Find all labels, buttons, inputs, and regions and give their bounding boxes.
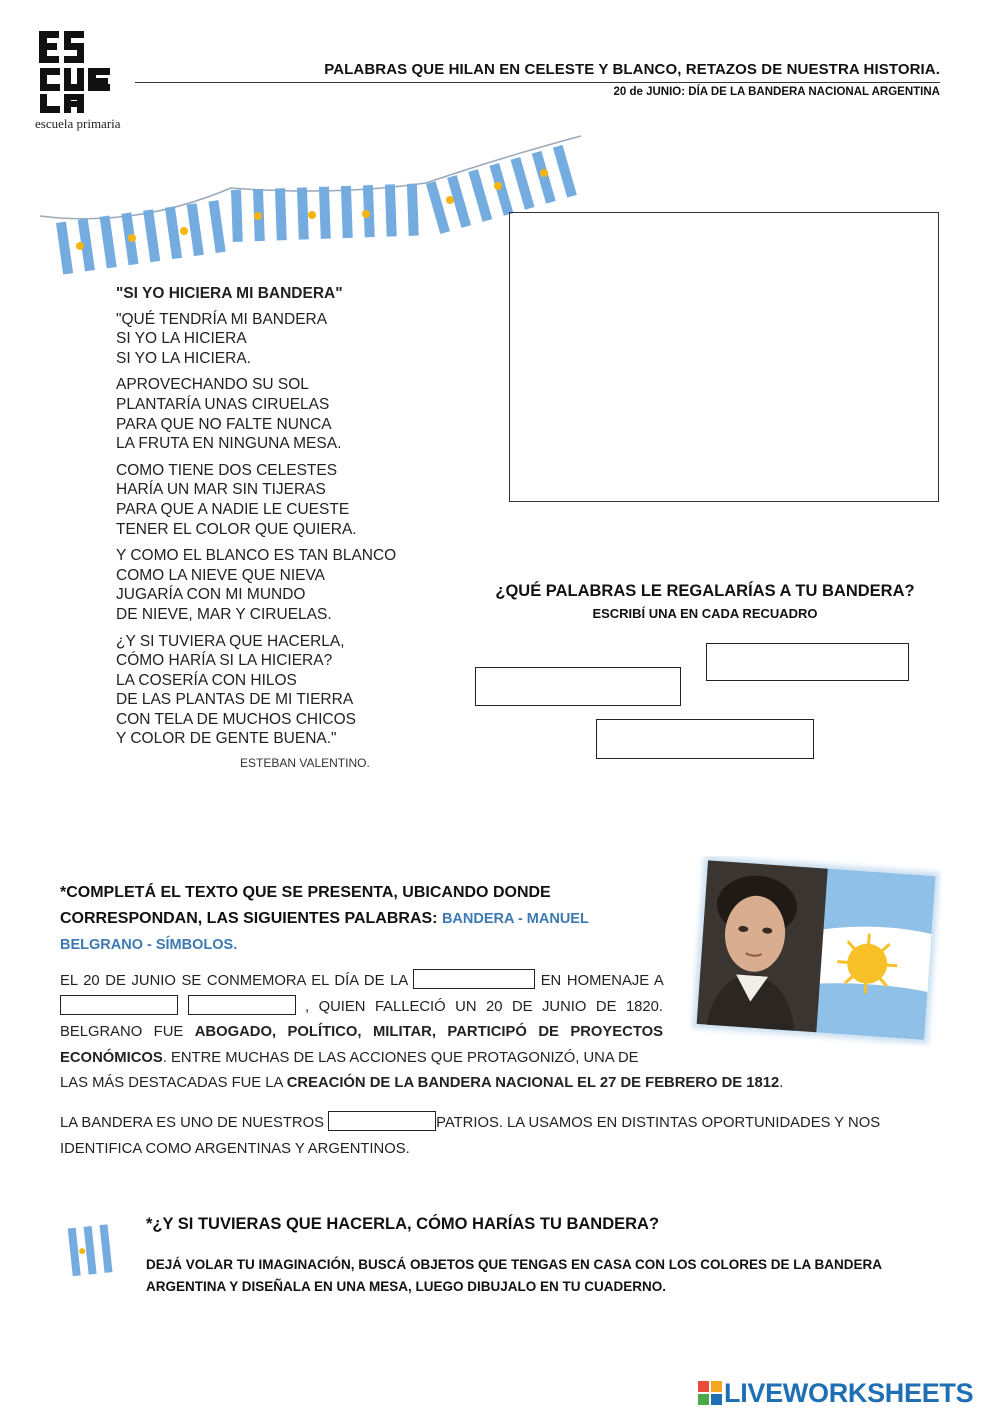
word-answer-box-3[interactable] (596, 719, 814, 759)
final-section-body: DEJÁ VOLAR TU IMAGINACIÓN, BUSCÁ OBJETOS QUE TENGAS EN CASA CON LOS COLORES DE LA BANDERA ARGENTINA Y DISEÑALA EN UNA MESA, LUEGO DIBUJALO EN TU CUADERNO. (146, 1257, 882, 1294)
poem-stanza: "QUÉ TENDRÍA MI BANDERA SI YO LA HICIERA SI YO LA HICIERA. (116, 310, 328, 367)
liveworksheets-brand[interactable] (698, 1377, 973, 1409)
brand-name: LIVEWORKSHEETS (724, 1377, 974, 1408)
text-fragment: EN HOMENAJE A (540, 973, 663, 989)
word-answer-box-2[interactable] (475, 667, 681, 706)
text-fragment: LA BANDERA ES UNO DE NUESTROS (60, 1115, 324, 1131)
text-fragment: . (779, 1075, 784, 1091)
word-bank: BANDERA - MANUEL BELGRANO - SÍMBOLOS. (60, 911, 589, 953)
poem-stanza: ¿Y SI TUVIERA QUE HACERLA, CÓMO HARÍA SI LA HICIERA? LA COSERÍA CON HILOS DE LAS PLANTAS DE MI TIERRA CON TELA DE MUCHOS CHICOS Y COLOR DE GENTE BUENA." (116, 632, 357, 748)
completion-paragraph-1 (60, 969, 663, 1072)
text-fragment: . ENTRE MUCHAS DE LAS ACCIONES QUE PROTAGONIZÓ, UNA DE (162, 1050, 639, 1067)
poem-title: "SI YO HICIERA MI BANDERA" (116, 285, 343, 302)
poem-stanza: COMO TIENE DOS CELESTES HARÍA UN MAR SIN TIJERAS PARA QUE A NADIE LE CUESTE TENER EL COLOR QUE QUIERA. (116, 461, 357, 538)
final-section-title: *¿Y SI TUVIERAS QUE HACERLA, CÓMO HARÍAS TU BANDERA? (146, 1215, 660, 1233)
completion-paragraph-1-end (60, 1071, 910, 1097)
escuela-logo (36, 28, 116, 114)
text-fragment: PATRIOS. LA USAMOS EN DISTINTAS OPORTUNIDADES Y NOS IDENTIFICA COMO ARGENTINAS Y ARGENTINOS. (60, 1115, 881, 1157)
page-title: PALABRAS QUE HILAN EN CELESTE Y BLANCO, RETAZOS DE NUESTRA HISTORIA. (324, 61, 940, 78)
bold-fragment: ABOGADO, POLÍTICO, MILITAR, PARTICIPÓ DE PROYECTOS ECONÓMICOS (60, 1024, 663, 1067)
argentina-flag-icon (62, 1220, 124, 1278)
poem-author: ESTEBAN VALENTINO. (240, 756, 370, 770)
text-fragment: EL 20 DE JUNIO SE CONMEMORA EL DÍA DE LA (60, 973, 408, 989)
word-answer-box-1[interactable] (706, 643, 909, 681)
page-subtitle: 20 de JUNIO: DÍA DE LA BANDERA NACIONAL ARGENTINA (613, 86, 940, 98)
text-fragment: LAS MÁS DESTACADAS FUE LA (60, 1075, 283, 1091)
blank-manuel[interactable] (60, 995, 178, 1015)
poem-stanza: Y COMO EL BLANCO ES TAN BLANCO COMO LA NIEVE QUE NIEVA JUGARÍA CON MI MUNDO DE NIEVE, MAR Y CIRUELAS. (116, 547, 397, 623)
poem-stanza: APROVECHANDO SU SOL PLANTARÍA UNAS CIRUELAS PARA QUE NO FALTE NUNCA LA FRUTA EN NINGUNA MESA. (116, 376, 342, 453)
blank-bandera[interactable] (413, 969, 535, 989)
completion-instruction-text: *COMPLETÁ EL TEXTO QUE SE PRESENTA, UBICANDO DONDE CORRESPONDAN, LAS SIGUIENTES PALABRAS: (60, 884, 551, 927)
text-fragment: , QUIEN FALLECIÓ UN 20 DE JUNIO DE 1820. BELGRANO FUE (60, 998, 663, 1041)
bold-fragment: CREACIÓN DE LA BANDERA NACIONAL EL 27 DE FEBRERO DE 1812 (286, 1075, 780, 1091)
completion-paragraph-2 (60, 1111, 910, 1162)
poem (116, 284, 476, 756)
belgrano-portrait-image (688, 856, 942, 1046)
question-instruction: ESCRIBÍ UNA EN CADA RECUADRO (592, 606, 818, 621)
blank-simbolos[interactable] (328, 1111, 436, 1131)
header-divider (135, 82, 940, 83)
logo-caption: escuela primaria (35, 116, 121, 131)
completion-instruction (60, 880, 660, 958)
drawing-area[interactable] (509, 212, 939, 502)
liveworksheets-logo-icon (698, 1381, 722, 1405)
question-title: ¿QUÉ PALABRAS LE REGALARÍAS A TU BANDERA? (495, 582, 915, 600)
blank-belgrano[interactable] (188, 995, 296, 1015)
